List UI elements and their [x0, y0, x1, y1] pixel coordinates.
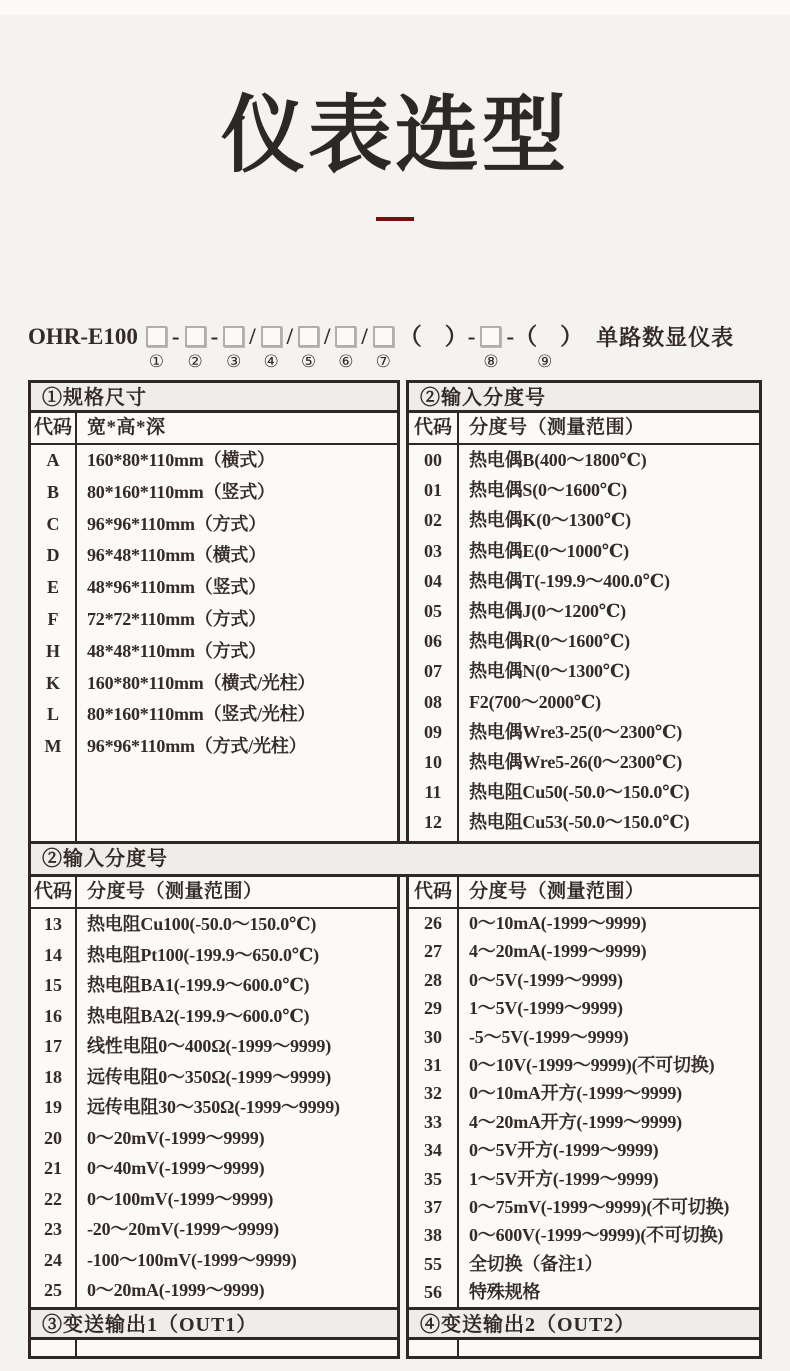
- model-code-separator: -: [210, 324, 219, 349]
- table-cell: 160*80*110mm（横式/光柱）: [87, 672, 316, 693]
- table-cell: 21: [44, 1158, 62, 1178]
- model-code-segment: [261, 323, 282, 372]
- model-code-box: [335, 326, 356, 347]
- table-cell: 37: [424, 1196, 442, 1217]
- model-code-segment: [335, 323, 356, 372]
- table-cell: F: [47, 608, 59, 629]
- table-cell: 00: [424, 450, 442, 470]
- circled-number: ②: [187, 352, 203, 371]
- table-cell: 0～75mV(-1999～9999)(不可切换): [469, 1196, 730, 1217]
- desc-column: [77, 877, 397, 1307]
- table-cell: 代码: [31, 413, 75, 445]
- table-cell: 1～5V开方(-1999～9999): [469, 1168, 659, 1189]
- table-cell: 48*48*110mm（方式）: [87, 640, 266, 661]
- section-header-input-band: ②输入分度号: [28, 841, 762, 877]
- table-cell: 38: [424, 1225, 442, 1246]
- model-code-line: [0, 323, 790, 372]
- model-code-segment: [223, 323, 244, 372]
- input-table-a-body: [409, 413, 759, 841]
- table-cell: H: [45, 640, 60, 661]
- table-cell: 热电偶R(0～1600℃): [469, 631, 630, 652]
- circled-number: ④: [263, 352, 279, 371]
- table-cell: 31: [424, 1054, 442, 1075]
- table-cell: 02: [424, 510, 442, 531]
- section-header-out2: ④变送输出2（OUT2）: [409, 1310, 759, 1340]
- table-cell: 22: [44, 1188, 62, 1209]
- model-code-segment: [321, 323, 333, 372]
- table-cell: 0～10mA开方(-1999～9999): [469, 1083, 682, 1104]
- table-cell: 80*160*110mm（竖式）: [87, 481, 275, 502]
- table-cell: 远传电阻0～350Ω(-1999～9999): [87, 1066, 331, 1087]
- model-code-separator: /: [361, 324, 368, 349]
- table-cell: 4～20mA开方(-1999～9999): [469, 1111, 682, 1132]
- table-cell: 热电阻Cu100(-50.0～150.0℃): [87, 914, 317, 934]
- table-cell: 热电偶B(400～1800℃): [469, 450, 647, 470]
- table-cell: A: [46, 450, 60, 470]
- table-cell: F2(700～2000℃): [469, 691, 601, 712]
- input-table-b-right-body: [409, 877, 759, 1307]
- model-code-suffix: 单路数显仪表: [596, 325, 735, 350]
- table-cell: 0～100mV(-1999～9999): [87, 1188, 274, 1209]
- table-cell: 热电阻BA1(-199.9～600.0℃): [87, 975, 310, 995]
- table-cell: 04: [424, 570, 442, 591]
- table-cell: 11: [424, 782, 442, 803]
- table-cell: 72*72*110mm（方式）: [87, 608, 266, 629]
- table-cell: 0～10mA(-1999～9999): [469, 913, 647, 933]
- model-code-segment: [396, 323, 479, 372]
- table-cell: 热电偶Wre3-25(0～2300℃): [469, 721, 683, 742]
- code-column: [409, 413, 459, 841]
- model-code-segment: [208, 323, 222, 372]
- table-cell: 35: [424, 1168, 442, 1189]
- title-underline: [376, 217, 414, 221]
- model-code-segment: [298, 323, 319, 372]
- table-cell: 96*48*110mm（横式）: [87, 545, 266, 566]
- table-cell: 56: [424, 1282, 442, 1303]
- model-code-box: [261, 326, 282, 347]
- table-cell: 09: [424, 721, 442, 742]
- table-cell: 16: [44, 1005, 62, 1026]
- input-table-b-left-body: [31, 877, 397, 1307]
- table-cell: 34: [424, 1140, 442, 1161]
- table-cell: 0～20mV(-1999～9999): [87, 1127, 265, 1148]
- table-cell: 03: [424, 540, 442, 561]
- table-cell: 07: [424, 661, 442, 682]
- table-cell: 热电偶K(0～1300℃): [469, 510, 631, 531]
- table-cell: 10: [424, 751, 442, 772]
- table-cell: 08: [424, 691, 442, 712]
- table-cell: 远传电阻30～350Ω(-1999～9999): [87, 1097, 340, 1117]
- table-cell: 48*96*110mm（竖式）: [87, 577, 266, 598]
- table-cell: E: [46, 577, 59, 598]
- circled-number: ③: [226, 352, 242, 371]
- table-cell: 19: [44, 1097, 62, 1117]
- table-cell: 96*96*110mm（方式/光柱）: [87, 736, 307, 757]
- model-code-prefix: OHR-E100: [28, 324, 138, 349]
- out1-table: [28, 1307, 400, 1359]
- table-cell: 0～5V开方(-1999～9999): [469, 1140, 659, 1161]
- circled-number: ⑥: [338, 352, 354, 371]
- table-cell: -5～5V(-1999～9999): [469, 1026, 629, 1047]
- model-code-segment: [358, 323, 370, 372]
- table-cell: 0～40mV(-1999～9999): [87, 1158, 265, 1178]
- section-header-out1: ③变送输出1（OUT1）: [31, 1310, 397, 1340]
- model-code-segment: [503, 323, 586, 372]
- table-cell: 热电偶S(0～1600℃): [469, 480, 627, 501]
- model-code-box: [298, 326, 319, 347]
- circled-number: ①: [148, 352, 165, 371]
- model-code-box: [223, 326, 244, 347]
- table-cell: 96*96*110mm（方式）: [87, 513, 266, 534]
- table-cell: C: [46, 513, 60, 534]
- table-cell: 23: [44, 1219, 62, 1239]
- code-column: [31, 877, 77, 1307]
- model-code-separator: -（ ）: [506, 324, 584, 349]
- table-cell: [77, 1340, 397, 1356]
- table-block-spec-input: [28, 380, 762, 844]
- table-block-outputs: [28, 1307, 762, 1359]
- top-strip: [0, 0, 790, 15]
- table-cell: 15: [44, 975, 62, 995]
- table-cell: 4～20mA(-1999～9999): [469, 941, 647, 962]
- table-cell: 热电阻Cu50(-50.0～150.0℃): [469, 782, 690, 803]
- table-cell: 24: [44, 1249, 62, 1270]
- model-code-separator: （ ）-: [398, 324, 476, 349]
- table-cell: -100～100mV(-1999～9999): [87, 1249, 297, 1270]
- table-cell: 全切换（备注1）: [469, 1253, 603, 1274]
- model-code-segment: [246, 323, 258, 372]
- table-cell: 0～600V(-1999～9999)(不可切换): [469, 1225, 724, 1246]
- table-cell: 1～5V(-1999～9999): [469, 998, 623, 1019]
- table-cell: 55: [424, 1253, 442, 1274]
- table-cell: 01: [424, 480, 442, 501]
- table-cell: 代码: [409, 413, 457, 445]
- table-cell: 热电偶Wre5-26(0～2300℃): [469, 751, 683, 772]
- table-cell: 热电阻Cu53(-50.0～150.0℃): [469, 812, 690, 833]
- table-cell: 29: [424, 998, 442, 1019]
- table-cell: 热电阻Pt100(-199.9～650.0℃): [87, 944, 319, 965]
- table-cell: 25: [44, 1280, 62, 1300]
- table-cell: K: [45, 672, 60, 693]
- table-cell: 80*160*110mm（竖式/光柱）: [87, 704, 316, 725]
- desc-column: [77, 413, 397, 841]
- code-column: [31, 413, 77, 841]
- table-cell: 分度号（测量范围）: [459, 413, 759, 445]
- table-cell: 热电偶J(0～1200℃): [469, 600, 626, 621]
- out2-table: [406, 1307, 762, 1359]
- table-cell: 12: [424, 812, 442, 833]
- table-cell: 0～10V(-1999～9999)(不可切换): [469, 1054, 715, 1075]
- table-cell: 0～5V(-1999～9999): [469, 969, 623, 990]
- table-cell: 30: [424, 1026, 442, 1047]
- table-cell: 17: [44, 1036, 62, 1056]
- model-code-pattern: [145, 323, 587, 372]
- table-cell: 28: [424, 969, 442, 990]
- model-code-segment: [185, 323, 206, 372]
- model-code-segment: [146, 323, 167, 372]
- model-code-segment: [480, 323, 501, 372]
- input-table-a: [406, 380, 762, 844]
- table-cell: [409, 1340, 459, 1356]
- table-cell: [459, 1340, 759, 1356]
- selection-table: [28, 380, 762, 1359]
- model-code-box: [146, 326, 167, 347]
- model-code-box: [480, 326, 501, 347]
- model-code-box: [185, 326, 206, 347]
- table-cell: 分度号（测量范围）: [77, 877, 397, 909]
- circled-number: ⑦: [375, 352, 391, 371]
- table-cell: 热电偶E(0～1000℃): [469, 540, 629, 561]
- section-header-spec: ①规格尺寸: [31, 383, 397, 413]
- table-cell: L: [46, 704, 59, 725]
- table-cell: 06: [424, 631, 442, 652]
- table-cell: 线性电阻0～400Ω(-1999～9999): [87, 1036, 331, 1056]
- model-code-separator: -: [171, 324, 180, 349]
- table-cell: 05: [424, 600, 442, 621]
- table-cell: -20～20mV(-1999～9999): [87, 1219, 279, 1239]
- table-cell: 14: [44, 944, 62, 965]
- desc-column: [459, 413, 759, 841]
- table-cell: 0～20mA(-1999～9999): [87, 1280, 265, 1300]
- table-cell: 代码: [409, 877, 457, 909]
- table-cell: 宽*高*深: [77, 413, 397, 445]
- table-cell: 13: [44, 914, 62, 934]
- desc-column: [459, 877, 759, 1307]
- table-cell: 热电偶T(-199.9～400.0℃): [469, 570, 670, 591]
- table-cell: 32: [424, 1083, 442, 1104]
- page-title: 仪表选型: [220, 88, 569, 182]
- table-cell: B: [46, 481, 59, 502]
- out2-table-stub: [409, 1340, 759, 1356]
- code-column: [409, 877, 459, 1307]
- table-cell: 热电阻BA2(-199.9～600.0℃): [87, 1005, 310, 1026]
- circled-number: ⑨: [537, 352, 553, 371]
- table-cell: 26: [424, 913, 442, 933]
- circled-number: ⑧: [483, 352, 499, 371]
- table-cell: M: [44, 736, 62, 757]
- input-table-b-right: [406, 874, 762, 1310]
- model-code-separator: /: [286, 324, 294, 349]
- table-cell: 热电偶N(0～1300℃): [469, 661, 630, 682]
- table-cell: 18: [44, 1066, 62, 1087]
- spec-table-body: [31, 413, 397, 841]
- table-cell: 分度号（测量范围）: [459, 877, 759, 909]
- out1-table-stub: [31, 1340, 397, 1356]
- table-cell: 33: [424, 1111, 442, 1132]
- table-cell: 160*80*110mm（横式）: [87, 450, 275, 470]
- model-code-segment: [169, 323, 183, 372]
- table-cell: D: [46, 545, 60, 566]
- model-code-segment: [284, 323, 296, 372]
- table-block-input-2: [28, 874, 762, 1310]
- model-code-separator: /: [249, 324, 256, 349]
- model-code-separator: /: [324, 324, 331, 349]
- table-cell: 27: [424, 941, 442, 962]
- circled-number: ⑤: [300, 352, 317, 371]
- table-cell: 代码: [31, 877, 75, 909]
- spec-table: [28, 380, 400, 844]
- section-header-input-a: ②输入分度号: [409, 383, 759, 413]
- model-code-segment: [373, 323, 394, 372]
- table-cell: 20: [44, 1127, 62, 1148]
- input-table-b-left: [28, 874, 400, 1310]
- model-code-box: [373, 326, 394, 347]
- table-cell: 特殊规格: [469, 1282, 541, 1303]
- table-cell: [31, 1340, 77, 1356]
